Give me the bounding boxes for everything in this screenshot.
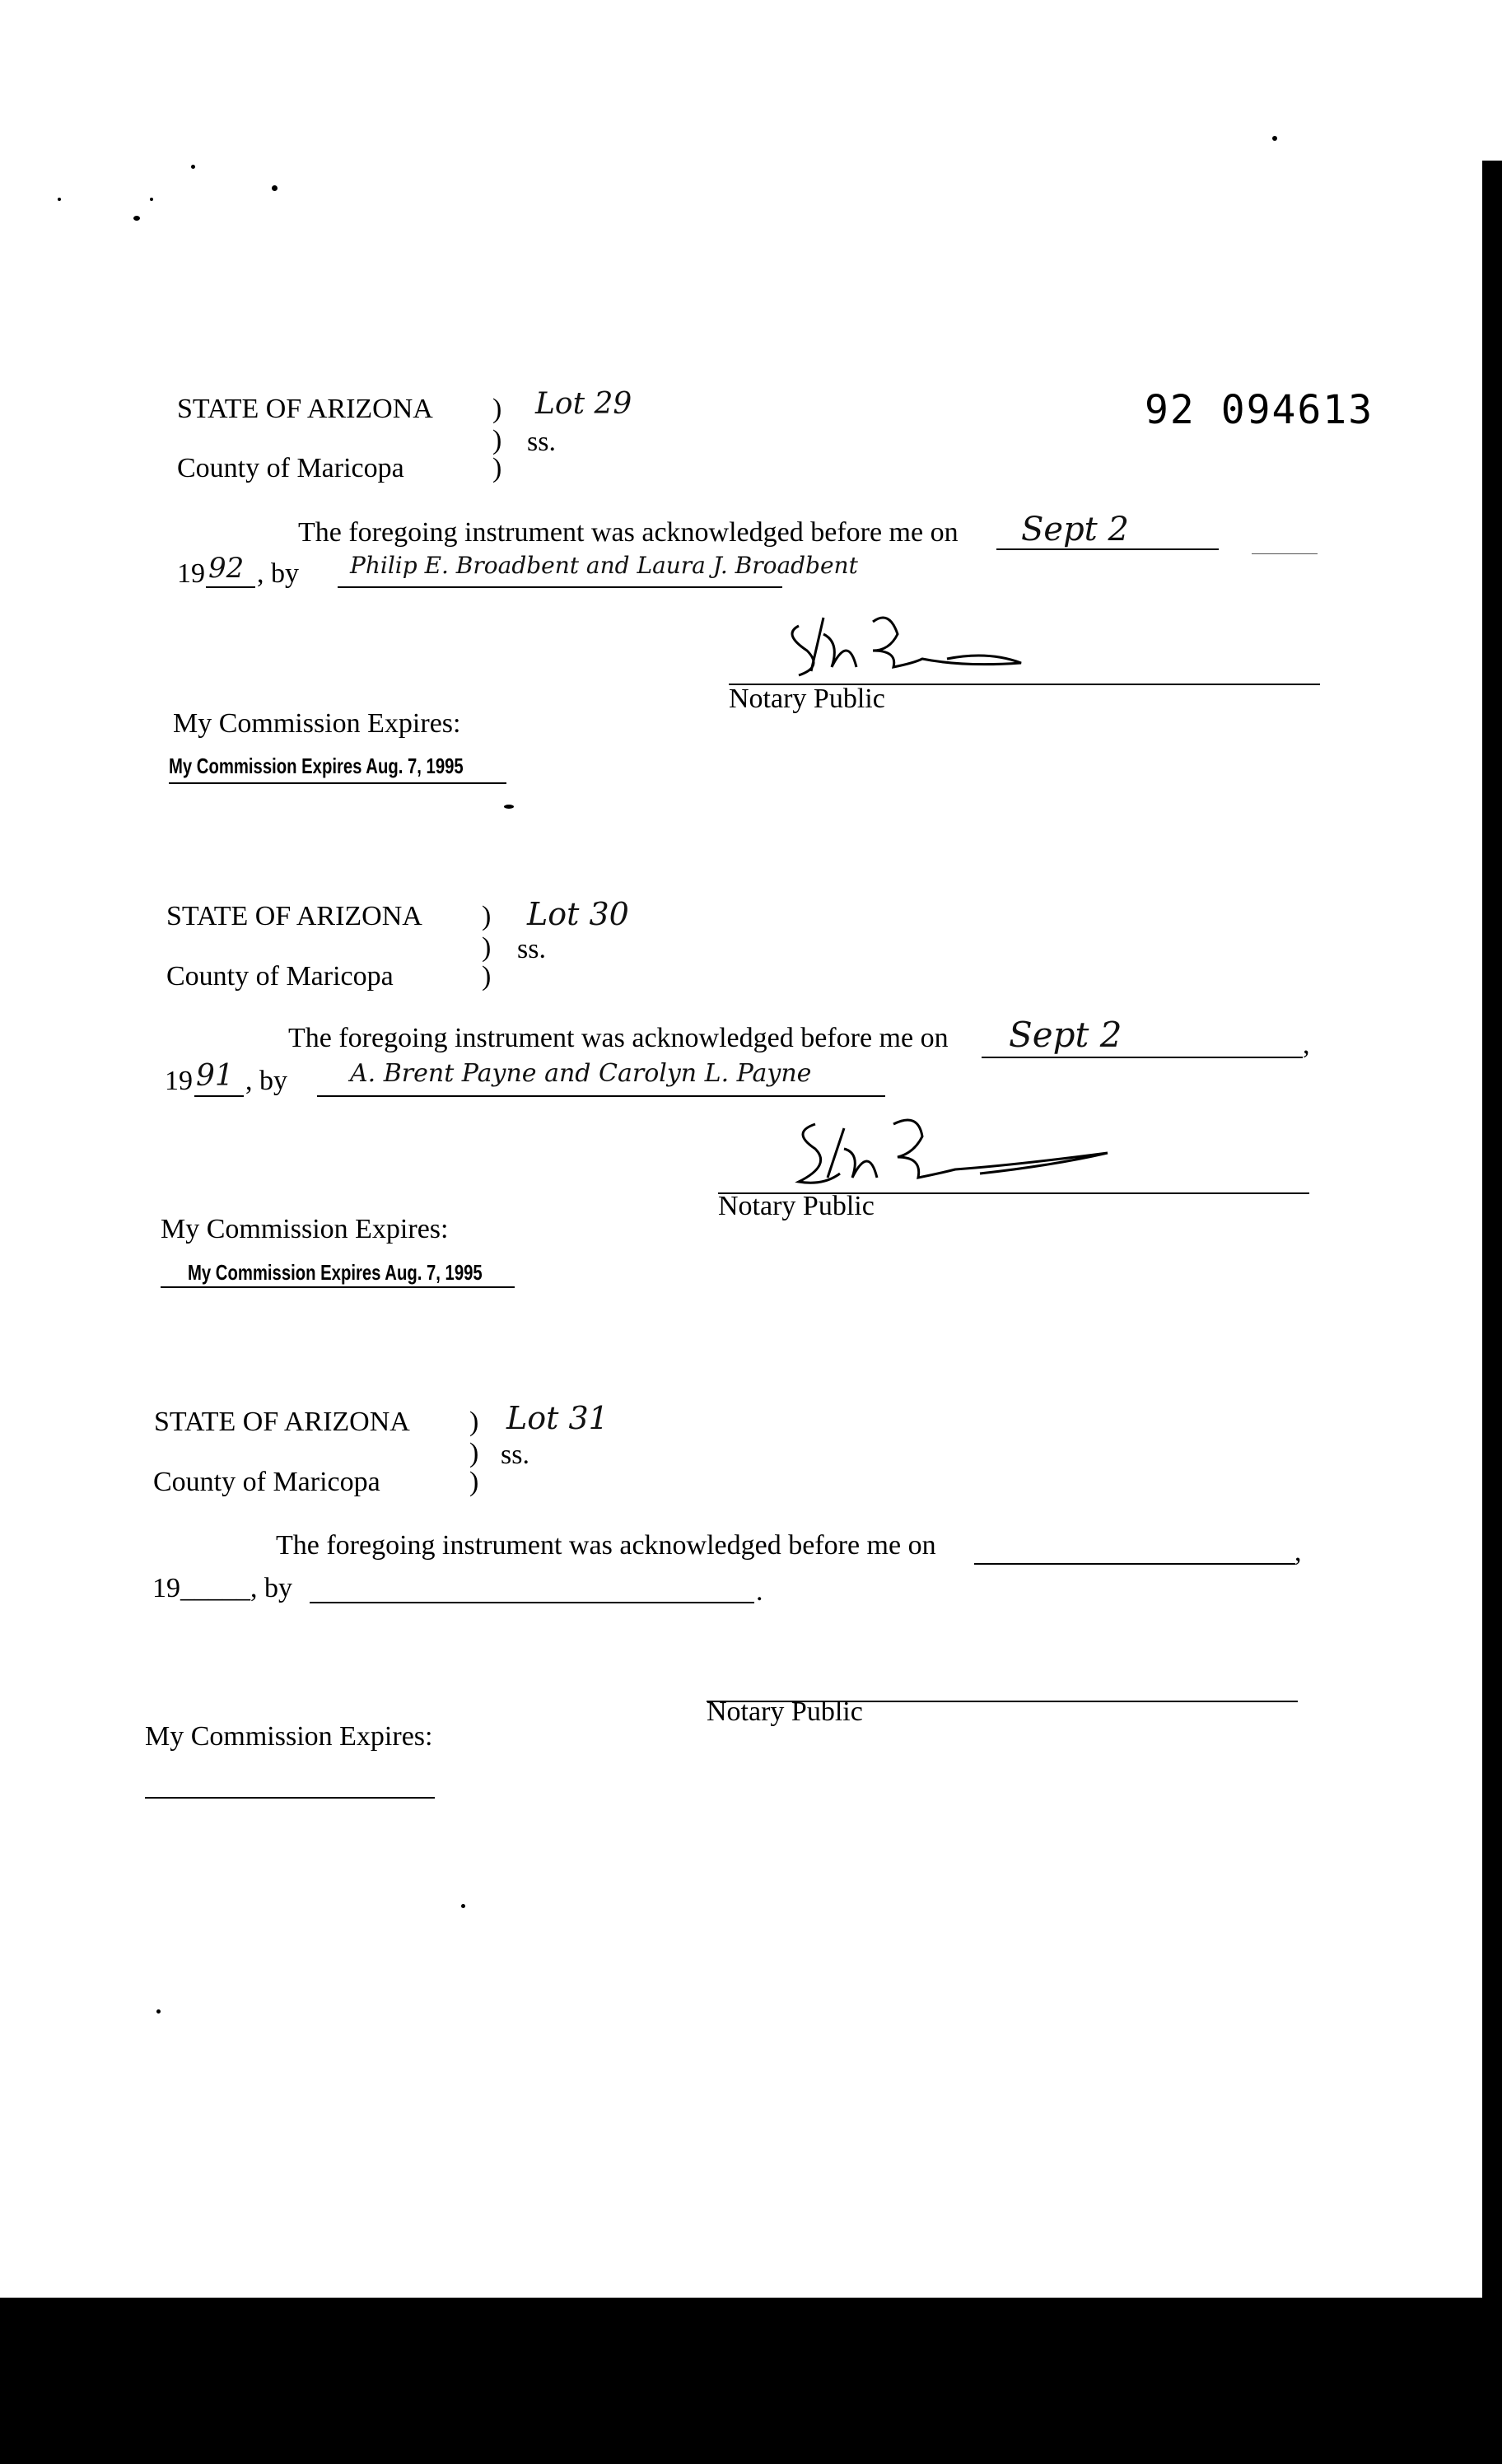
- year-line-1: [206, 586, 255, 588]
- year-prefix-1: 19: [177, 558, 205, 589]
- names-line-2: [317, 1095, 885, 1097]
- date-line-2: [982, 1057, 1303, 1058]
- year-handwritten-2: 91: [196, 1059, 234, 1093]
- scan-speck: [272, 185, 278, 191]
- scan-right-edge: [1482, 161, 1502, 2298]
- scan-speck: [461, 1904, 465, 1908]
- date-line-3: [974, 1563, 1295, 1565]
- ss-label-2: ss.: [517, 934, 546, 964]
- scan-speck: [156, 2009, 161, 2014]
- commission-stamp-1: My Commission Expires Aug. 7, 1995: [169, 754, 464, 778]
- paren: ): [492, 394, 502, 424]
- commission-label-2: My Commission Expires:: [161, 1214, 449, 1244]
- names-period-3: .: [756, 1576, 763, 1607]
- scan-speck: [58, 198, 61, 201]
- paren: ): [469, 1467, 479, 1497]
- names-handwritten-1: Philip E. Broadbent and Laura J. Broadbent: [350, 552, 858, 579]
- state-label-3: STATE OF ARIZONA: [154, 1407, 410, 1437]
- year-handwritten-1: 92: [208, 552, 245, 585]
- year-line-2: [194, 1095, 244, 1097]
- commission-line-3: [145, 1797, 435, 1799]
- commission-stamp-2: My Commission Expires Aug. 7, 1995: [188, 1260, 483, 1285]
- by-label-1: , by: [257, 558, 299, 589]
- lot-note-3: Lot 31: [506, 1400, 609, 1436]
- by-label-2: , by: [245, 1066, 287, 1096]
- year-prefix-2: 19: [165, 1066, 193, 1096]
- paren: ): [482, 901, 492, 931]
- county-label-2: County of Maricopa: [166, 961, 394, 992]
- scan-speck: [1272, 136, 1277, 141]
- year-line-3: 19_____, by: [152, 1573, 292, 1603]
- paren: ): [482, 961, 492, 992]
- names-line-1: [338, 586, 782, 588]
- commission-label-1: My Commission Expires:: [173, 708, 461, 739]
- ack-text-2: The foregoing instrument was acknowledged before me on: [288, 1023, 949, 1053]
- paren: ): [482, 932, 492, 963]
- ack-text-1: The foregoing instrument was acknowledged before me on: [298, 517, 959, 548]
- names-line-3: [310, 1602, 754, 1603]
- date-line-1: [996, 548, 1219, 550]
- paren: ): [469, 1438, 479, 1468]
- lot-note-1: Lot 29: [535, 387, 632, 421]
- ss-label-1: ss.: [527, 427, 556, 457]
- names-handwritten-2: A. Brent Payne and Carolyn L. Payne: [350, 1059, 812, 1088]
- date-comma-3: ,: [1294, 1537, 1302, 1567]
- county-label-1: County of Maricopa: [177, 453, 404, 483]
- paren: ): [469, 1407, 479, 1437]
- ack-text-3: The foregoing instrument was acknowledged before me on: [276, 1530, 936, 1561]
- scan-bottom-band: [0, 2298, 1502, 2464]
- commission-label-3: My Commission Expires:: [145, 1721, 433, 1752]
- lot-note-2: Lot 30: [527, 896, 629, 932]
- scan-speck: [191, 165, 195, 169]
- county-label-3: County of Maricopa: [153, 1467, 380, 1497]
- scan-speck: [133, 216, 140, 221]
- state-label-1: STATE OF ARIZONA: [177, 394, 433, 424]
- commission-line-2: [161, 1286, 515, 1288]
- document-number: 92 094613: [1145, 387, 1374, 433]
- notary-label-2: Notary Public: [718, 1191, 875, 1221]
- date-handwritten-2: Sept 2: [1009, 1015, 1122, 1055]
- date-comma-2: ,: [1303, 1029, 1310, 1060]
- state-label-2: STATE OF ARIZONA: [166, 901, 422, 931]
- scan-speck: [504, 805, 514, 809]
- paren: ): [492, 425, 502, 455]
- paren: ): [492, 453, 502, 483]
- commission-line-1: [169, 782, 506, 784]
- notary-signature-1: [774, 601, 1038, 684]
- date-line-ext-1: [1252, 553, 1318, 554]
- notary-label-3: Notary Public: [707, 1696, 863, 1727]
- notary-signature-2: [766, 1108, 1112, 1190]
- scan-speck: [150, 198, 153, 201]
- notary-label-1: Notary Public: [729, 684, 885, 714]
- ss-label-3: ss.: [501, 1440, 529, 1470]
- date-handwritten-1: Sept 2: [1021, 511, 1129, 548]
